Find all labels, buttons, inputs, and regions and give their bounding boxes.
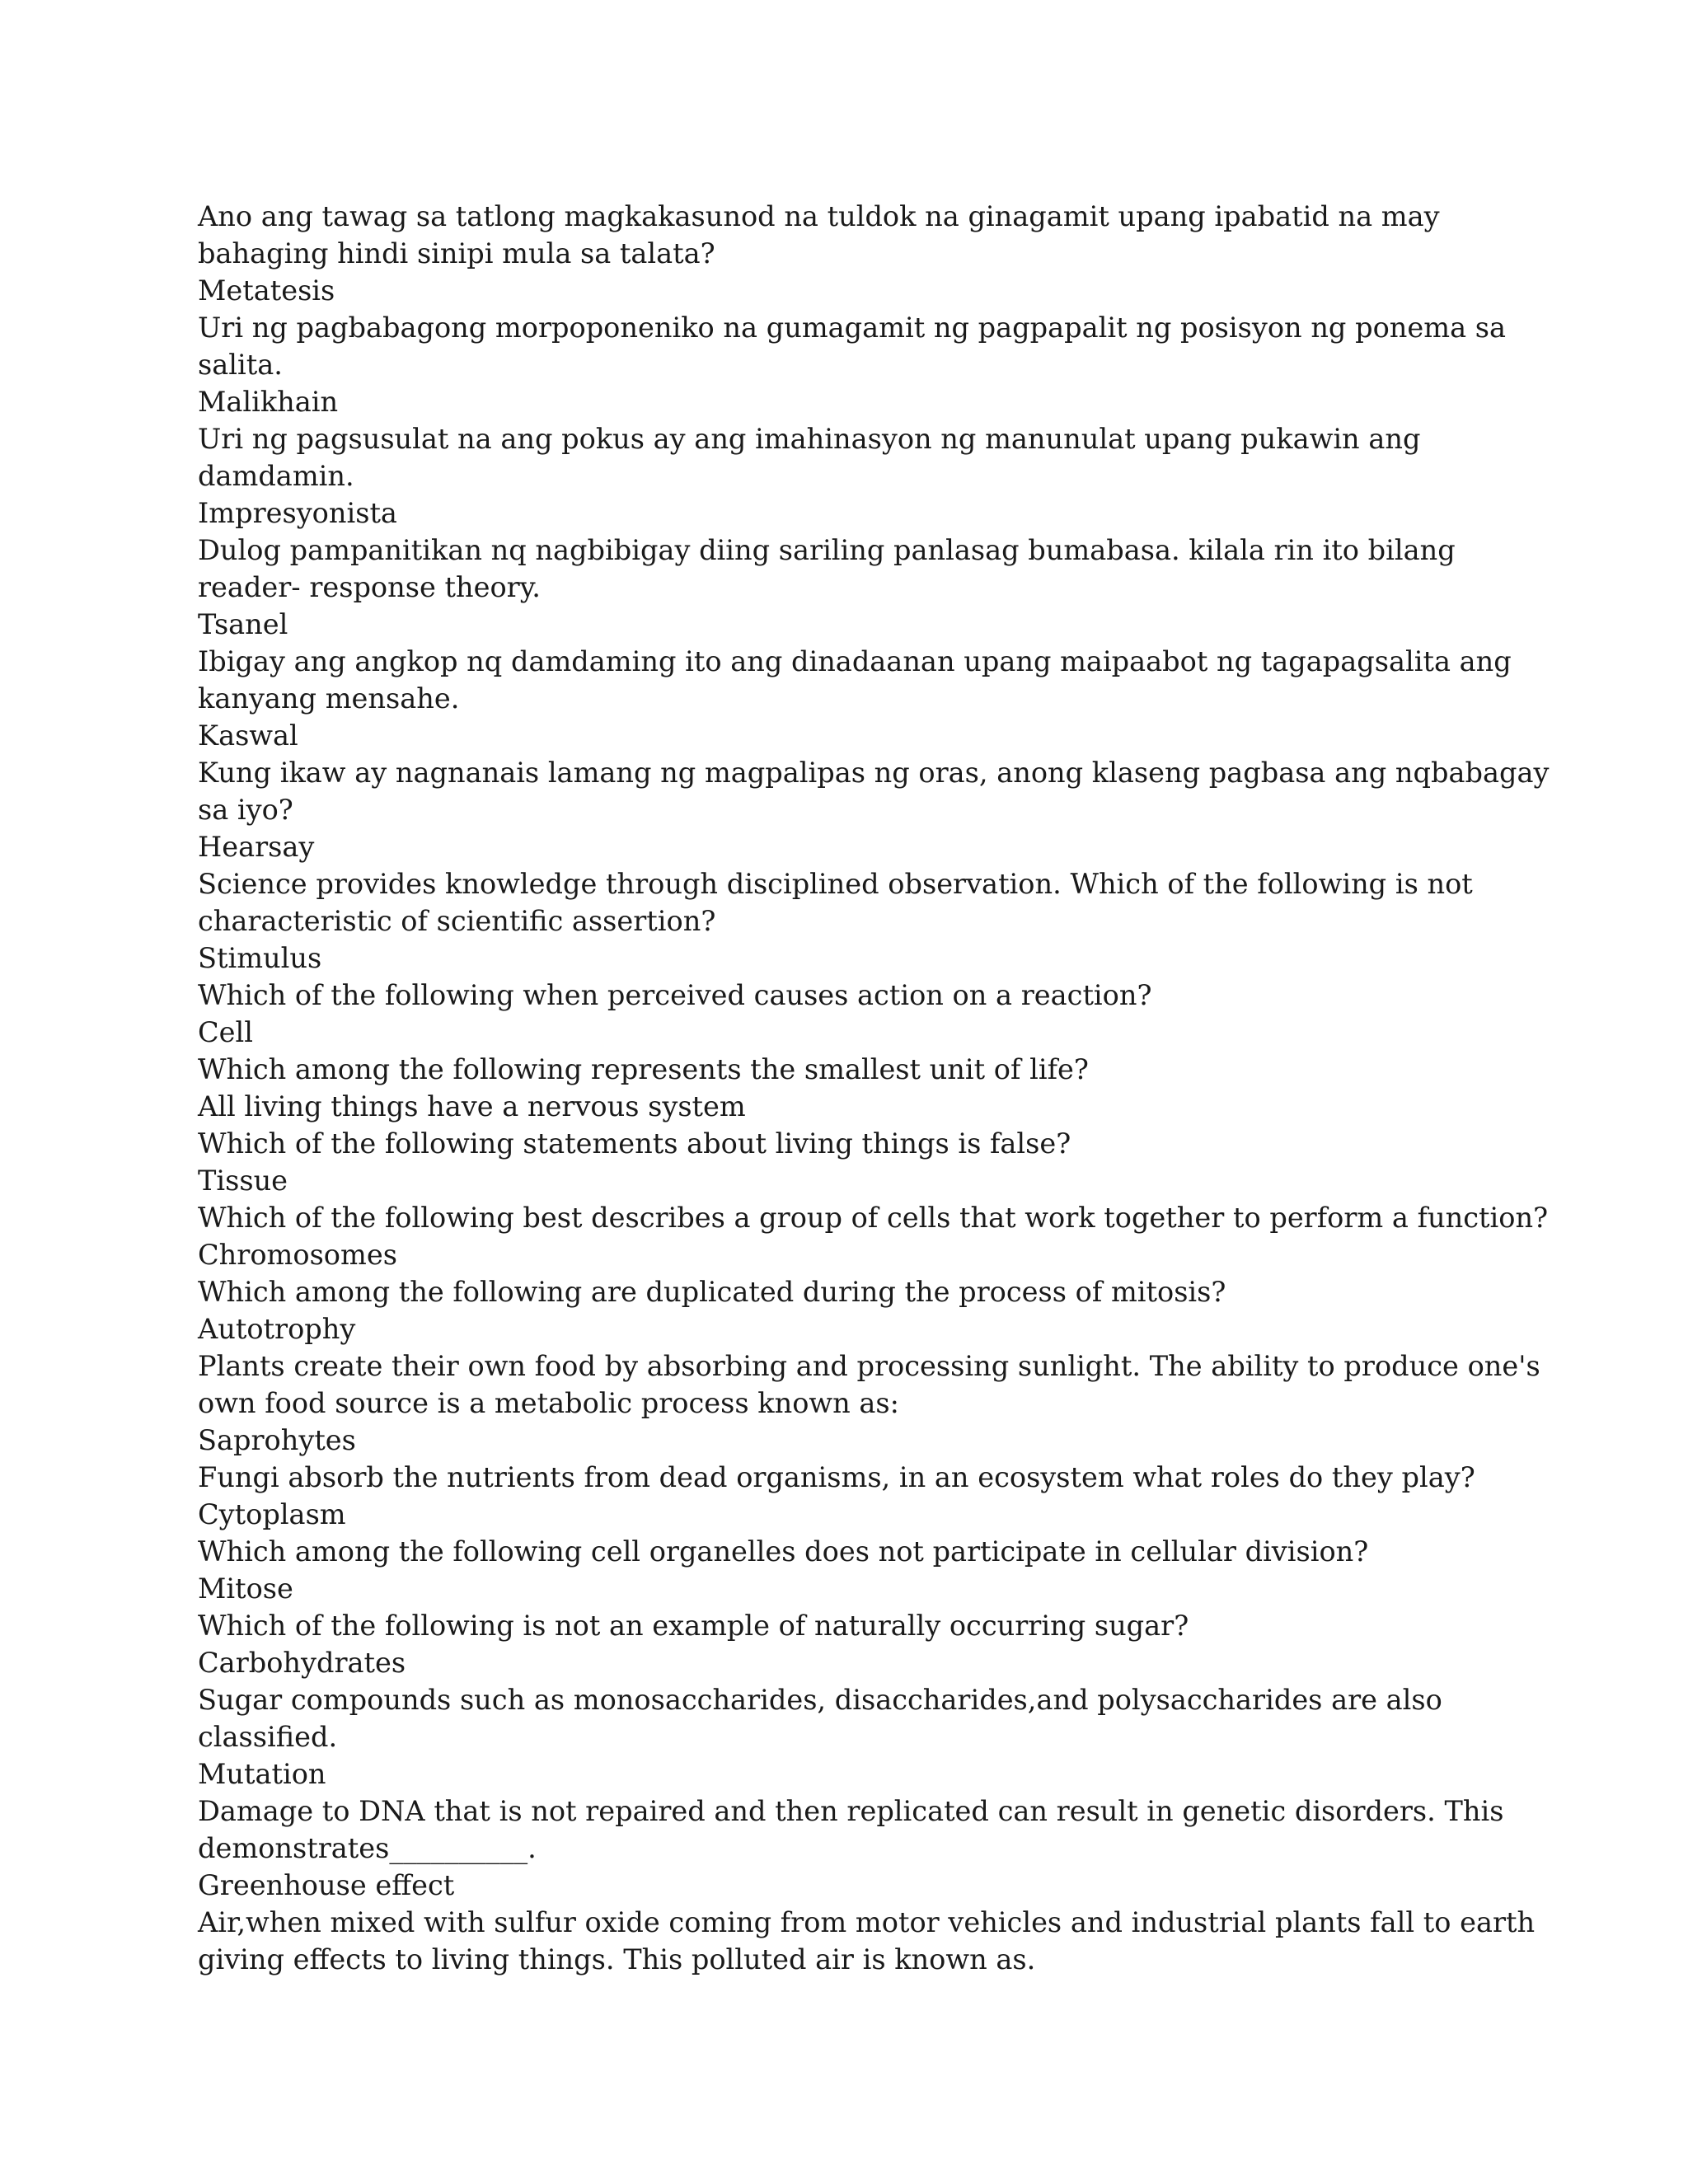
text-line: Cell (198, 1016, 254, 1048)
text-line: Air,when mixed with sulfur oxide coming from motor vehicles and industrial plants fall to earth (198, 1906, 1536, 1938)
text-line: Tsanel (198, 608, 288, 640)
text-line: Plants create their own food by absorbing and processing sunlight. The ability to produce one's (198, 1350, 1540, 1382)
text-line: Damage to DNA that is not repaired and then replicated can result in genetic disorders. This (198, 1795, 1504, 1827)
text-line: Ibigay ang angkop nq damdaming ito ang dinadaanan upang maipaabot ng tagapagsalita ang (198, 645, 1512, 677)
text-line: Greenhouse effect (198, 1869, 455, 1901)
text-line: demonstrates__________. (198, 1832, 537, 1864)
text-line: Chromosomes (198, 1239, 397, 1271)
text-line: Which among the following are duplicated during the process of mitosis? (198, 1276, 1226, 1308)
text-line: giving effects to living things. This polluted air is known as. (198, 1943, 1036, 1975)
text-line: characteristic of scientific assertion? (198, 905, 716, 937)
text-line: Which among the following represents the smallest unit of life? (198, 1053, 1089, 1085)
text-line: Saprohytes (198, 1424, 356, 1456)
text-line: own food source is a metabolic process known as: (198, 1387, 899, 1419)
text-line: Kaswal (198, 719, 298, 752)
text-line: Uri ng pagsusulat na ang pokus ay ang imahinasyon ng manunulat upang pukawin ang (198, 423, 1421, 455)
text-line: Mutation (198, 1758, 326, 1790)
text-line: Cytoplasm (198, 1498, 346, 1530)
text-line: Which of the following best describes a group of cells that work together to perform a function? (198, 1202, 1549, 1234)
text-line: Which of the following is not an example of naturally occurring sugar? (198, 1610, 1189, 1642)
text-line: Uri ng pagbabagong morpoponeniko na gumagamit ng pagpapalit ng posisyon ng ponema sa (198, 312, 1506, 344)
text-line: Which of the following statements about living things is false? (198, 1127, 1071, 1160)
document-body (198, 198, 1550, 1978)
text-line: Carbohydrates (198, 1647, 406, 1679)
text-line: damdamin. (198, 460, 354, 492)
text-line: Tissue (198, 1165, 288, 1197)
text-line: sa iyo? (198, 794, 293, 826)
text-line: classified. (198, 1721, 338, 1753)
text-line: Mitose (198, 1572, 293, 1605)
text-line: bahaging hindi sinipi mula sa talata? (198, 237, 715, 269)
text-line: Science provides knowledge through disciplined observation. Which of the following is not (198, 868, 1473, 900)
text-line: Kung ikaw ay nagnanais lamang ng magpalipas ng oras, anong klaseng pagbasa ang nqbabagay (198, 757, 1550, 789)
text-line: Malikhain (198, 386, 339, 418)
text-line: Dulog pampanitikan nq nagbibigay diing sariling panlasag bumabasa. kilala rin ito bilang (198, 534, 1456, 566)
text-line: reader- response theory. (198, 571, 541, 603)
text-line: Metatesis (198, 274, 335, 307)
text-line: Impresyonista (198, 497, 397, 529)
text-line: All living things have a nervous system (198, 1090, 746, 1122)
text-line: kanyang mensahe. (198, 682, 460, 715)
text-line: Hearsay (198, 831, 315, 863)
text-line: salita. (198, 349, 283, 381)
text-line: Which of the following when perceived causes action on a reaction? (198, 979, 1152, 1011)
text-line: Which among the following cell organelles does not participate in cellular division? (198, 1535, 1369, 1568)
text-line: Stimulus (198, 942, 322, 974)
text-line: Autotrophy (198, 1313, 356, 1345)
text-line: Ano ang tawag sa tatlong magkakasunod na tuldok na ginagamit upang ipabatid na may (198, 200, 1440, 232)
text-line: Sugar compounds such as monosaccharides, disaccharides,and polysaccharides are also (198, 1684, 1442, 1716)
text-line: Fungi absorb the nutrients from dead organisms, in an ecosystem what roles do they play? (198, 1461, 1475, 1493)
